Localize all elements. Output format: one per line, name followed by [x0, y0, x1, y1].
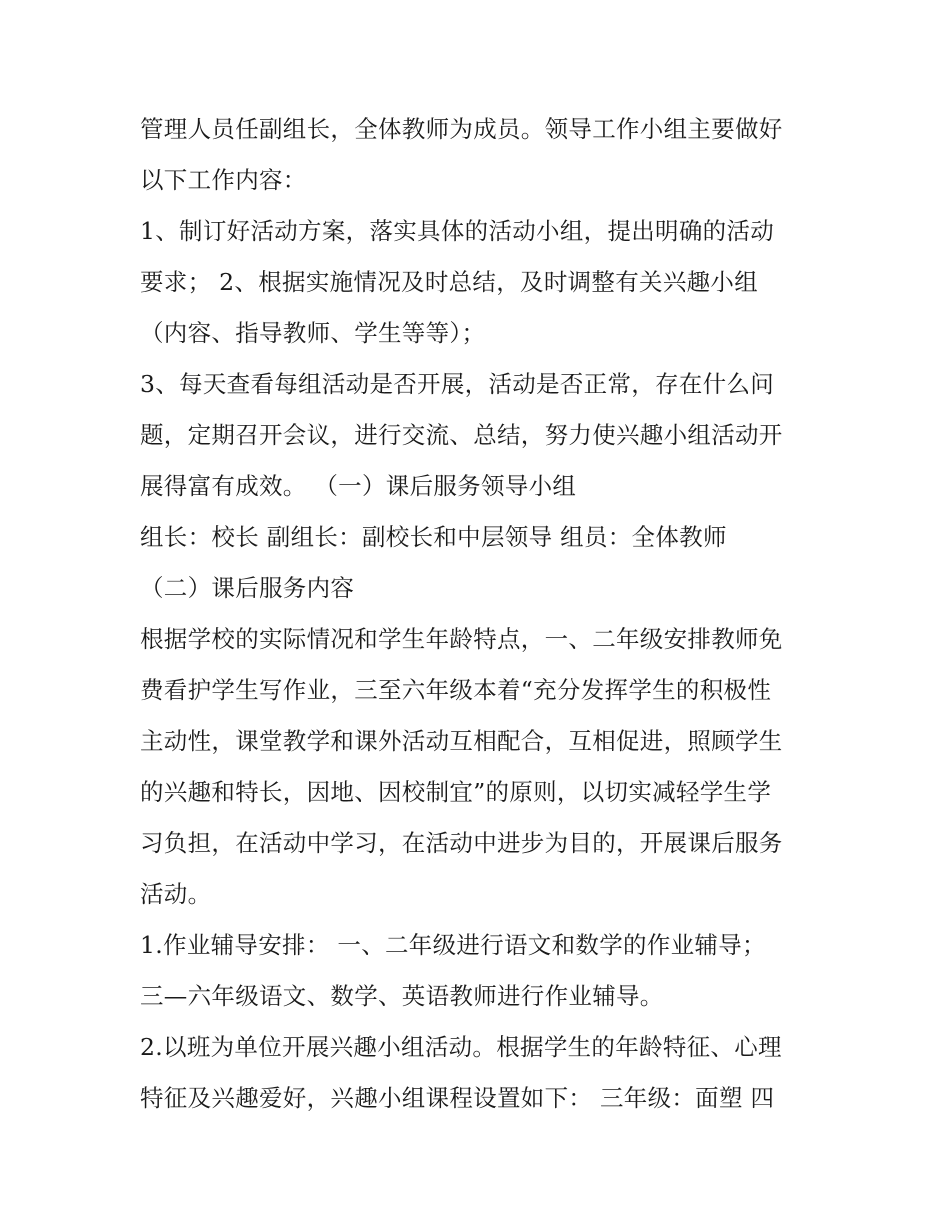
text-line: 要求； 2、根据实施情况及时总结，及时调整有关兴趣小组 [140, 268, 759, 296]
text-line: 活动。 [140, 880, 212, 908]
text-line: 组长：校长 副组长：副校长和中层领导 组员：全体教师 [140, 523, 727, 551]
text-line: 费看护学生写作业，三至六年级本着“充分发挥学生的积极性 [140, 676, 772, 704]
text-line: 三—六年级语文、数学、英语教师进行作业辅导。 [140, 982, 664, 1010]
section-heading-2: （二）课后服务内容 [140, 574, 355, 602]
text-line: 1、制订好活动方案，落实具体的活动小组，提出明确的活动 [140, 217, 775, 245]
text-line: 特征及兴趣爱好，兴趣小组课程设置如下： 三年级：面塑 四 [140, 1084, 775, 1112]
text-line: （内容、指导教师、学生等等）； [140, 319, 486, 347]
text-line: 管理人员任副组长，全体教师为成员。领导工作小组主要做好 [140, 115, 783, 143]
section-heading-1: 展得富有成效。 （一）课后服务领导小组 [140, 472, 577, 500]
text-line: 以下工作内容： [140, 166, 307, 194]
text-line: 的兴趣和特长，因地、因校制宜”的原则，以切实减轻学生学 [140, 778, 772, 806]
text-line: 习负担，在活动中学习，在活动中进步为目的，开展课后服务 [140, 829, 783, 857]
text-line: 1.作业辅导安排： 一、二年级进行语文和数学的作业辅导； [140, 931, 766, 959]
text-line: 2.以班为单位开展兴趣小组活动。根据学生的年龄特征、心理 [140, 1033, 782, 1061]
text-line: 题，定期召开会议，进行交流、总结，努力使兴趣小组活动开 [140, 421, 783, 449]
text-line: 3、每天查看每组活动是否开展，活动是否正常，存在什么问 [140, 370, 775, 398]
text-line: 主动性，课堂教学和课外活动互相配合，互相促进，照顾学生 [140, 727, 783, 755]
text-line: 根据学校的实际情况和学生年龄特点，一、二年级安排教师免 [140, 625, 783, 653]
